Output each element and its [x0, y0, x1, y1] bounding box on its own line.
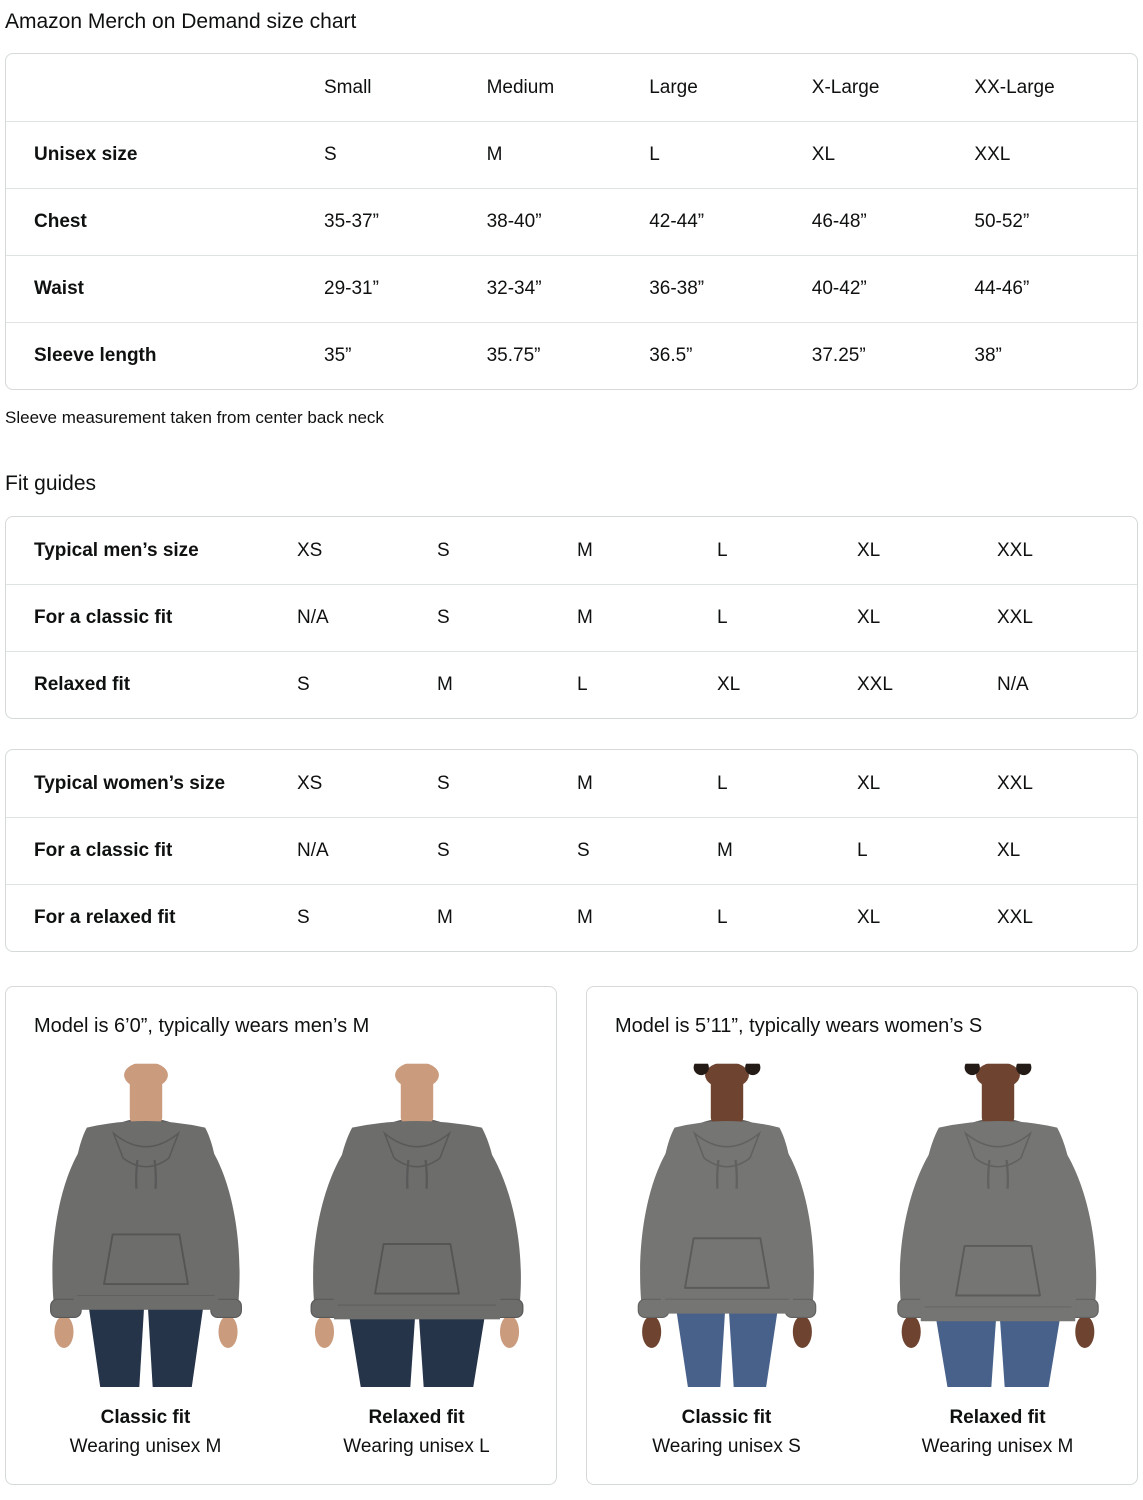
figure-wearing-label: Wearing unisex M — [69, 1436, 222, 1458]
cell-value: M — [486, 144, 503, 166]
cell-value: 40-42” — [811, 278, 867, 300]
cell-value: XL — [717, 674, 741, 696]
mens-fit-table — [5, 516, 1138, 719]
cell-value: 42-44” — [649, 211, 705, 233]
womens-model-heading: Model is 5’11”, typically wears women’s S — [615, 1015, 983, 1038]
table-row — [6, 322, 1137, 389]
row-label: Typical women’s size — [34, 772, 226, 794]
mens-model-card — [5, 986, 557, 1485]
row-label: For a relaxed fit — [34, 907, 176, 929]
womens-fit-table — [5, 749, 1138, 952]
table-row — [6, 54, 1137, 121]
cell-value: S — [297, 907, 310, 929]
figure-wearing-label: Wearing unisex L — [343, 1436, 490, 1458]
cell-value: S — [324, 144, 337, 166]
model-image — [293, 1051, 541, 1395]
cell-value: XXL — [997, 772, 1033, 794]
cell-value: M — [577, 539, 593, 561]
row-label: Waist — [34, 278, 84, 300]
column-header: Small — [324, 76, 372, 98]
cell-value: XXL — [974, 144, 1011, 166]
cell-value: L — [717, 907, 728, 929]
cell-value: N/A — [997, 674, 1029, 696]
womens-figures — [587, 1047, 1137, 1484]
table-row — [6, 817, 1137, 884]
cell-value: N/A — [297, 607, 329, 629]
cell-value: XXL — [857, 674, 893, 696]
cell-value: XXL — [997, 907, 1033, 929]
cell-value: 36.5” — [649, 345, 693, 367]
cell-value: XL — [811, 144, 836, 166]
cell-value: XXL — [997, 539, 1033, 561]
cell-value: 38-40” — [486, 211, 542, 233]
row-label: Relaxed fit — [34, 674, 131, 696]
fit-guides-title: Fit guides — [5, 472, 97, 496]
model-figure — [281, 1047, 552, 1484]
cell-value: 35” — [324, 345, 352, 367]
column-header: X-Large — [811, 76, 880, 98]
cell-value: L — [717, 539, 728, 561]
cell-value: XL — [997, 840, 1021, 862]
mens-model-heading: Model is 6’0”, typically wears men’s M — [34, 1015, 370, 1038]
figure-wearing-label: Wearing unisex S — [652, 1436, 801, 1458]
row-label: For a classic fit — [34, 840, 173, 862]
table-row — [6, 750, 1137, 817]
cell-value: M — [437, 674, 453, 696]
cell-value: XS — [297, 539, 323, 561]
cell-value: M — [577, 772, 593, 794]
cell-value: S — [577, 840, 590, 862]
cell-value: 37.25” — [811, 345, 866, 367]
womens-model-card — [586, 986, 1138, 1485]
table-row — [6, 188, 1137, 255]
cell-value: L — [717, 607, 728, 629]
model-image — [874, 1051, 1122, 1395]
column-header: Medium — [486, 76, 555, 98]
cell-value: S — [437, 539, 450, 561]
cell-value: XL — [857, 607, 881, 629]
table-row — [6, 255, 1137, 322]
cell-value: L — [717, 772, 728, 794]
cell-value: S — [297, 674, 310, 696]
cell-value: XS — [297, 772, 323, 794]
cell-value: M — [717, 840, 733, 862]
cell-value: XL — [857, 772, 881, 794]
cell-value: M — [577, 607, 593, 629]
cell-value: M — [437, 907, 453, 929]
model-figure — [10, 1047, 281, 1484]
table-row — [6, 584, 1137, 651]
cell-value: L — [577, 674, 588, 696]
cell-value: 38” — [974, 345, 1002, 367]
cell-value: XL — [857, 907, 881, 929]
cell-value: L — [857, 840, 868, 862]
table-row — [6, 121, 1137, 188]
cell-value: 35.75” — [486, 345, 541, 367]
row-label: Unisex size — [34, 144, 138, 166]
cell-value: 36-38” — [649, 278, 705, 300]
cell-value: S — [437, 607, 450, 629]
sleeve-note: Sleeve measurement taken from center back neck — [5, 408, 384, 428]
cell-value: N/A — [297, 840, 329, 862]
figure-fit-label: Classic fit — [100, 1407, 191, 1429]
page-title: Amazon Merch on Demand size chart — [5, 10, 357, 33]
cell-value: XL — [857, 539, 881, 561]
column-header: XX-Large — [974, 76, 1055, 98]
figure-fit-label: Relaxed fit — [368, 1407, 465, 1429]
row-label: Sleeve length — [34, 345, 157, 367]
row-label: Chest — [34, 211, 87, 233]
size-chart-table — [5, 53, 1138, 390]
model-cards-row — [5, 986, 1138, 1485]
table-row — [6, 651, 1137, 718]
figure-fit-label: Relaxed fit — [949, 1407, 1046, 1429]
cell-value: 29-31” — [324, 278, 379, 300]
model-image — [22, 1051, 270, 1395]
table-row — [6, 884, 1137, 951]
row-label: For a classic fit — [34, 607, 173, 629]
model-figure — [862, 1047, 1133, 1484]
figure-fit-label: Classic fit — [681, 1407, 772, 1429]
mens-figures — [6, 1047, 556, 1484]
column-header: Large — [649, 76, 698, 98]
cell-value: S — [437, 772, 450, 794]
cell-value: 44-46” — [974, 278, 1030, 300]
cell-value: 50-52” — [974, 211, 1030, 233]
table-row — [6, 517, 1137, 584]
cell-value: M — [577, 907, 593, 929]
row-label: Typical men’s size — [34, 539, 199, 561]
figure-wearing-label: Wearing unisex M — [921, 1436, 1074, 1458]
cell-value: XXL — [997, 607, 1033, 629]
cell-value: 32-34” — [486, 278, 542, 300]
cell-value: 46-48” — [811, 211, 867, 233]
model-image — [603, 1051, 851, 1395]
cell-value: 35-37” — [324, 211, 379, 233]
cell-value: S — [437, 840, 450, 862]
cell-value: L — [649, 144, 660, 166]
model-figure — [591, 1047, 862, 1484]
